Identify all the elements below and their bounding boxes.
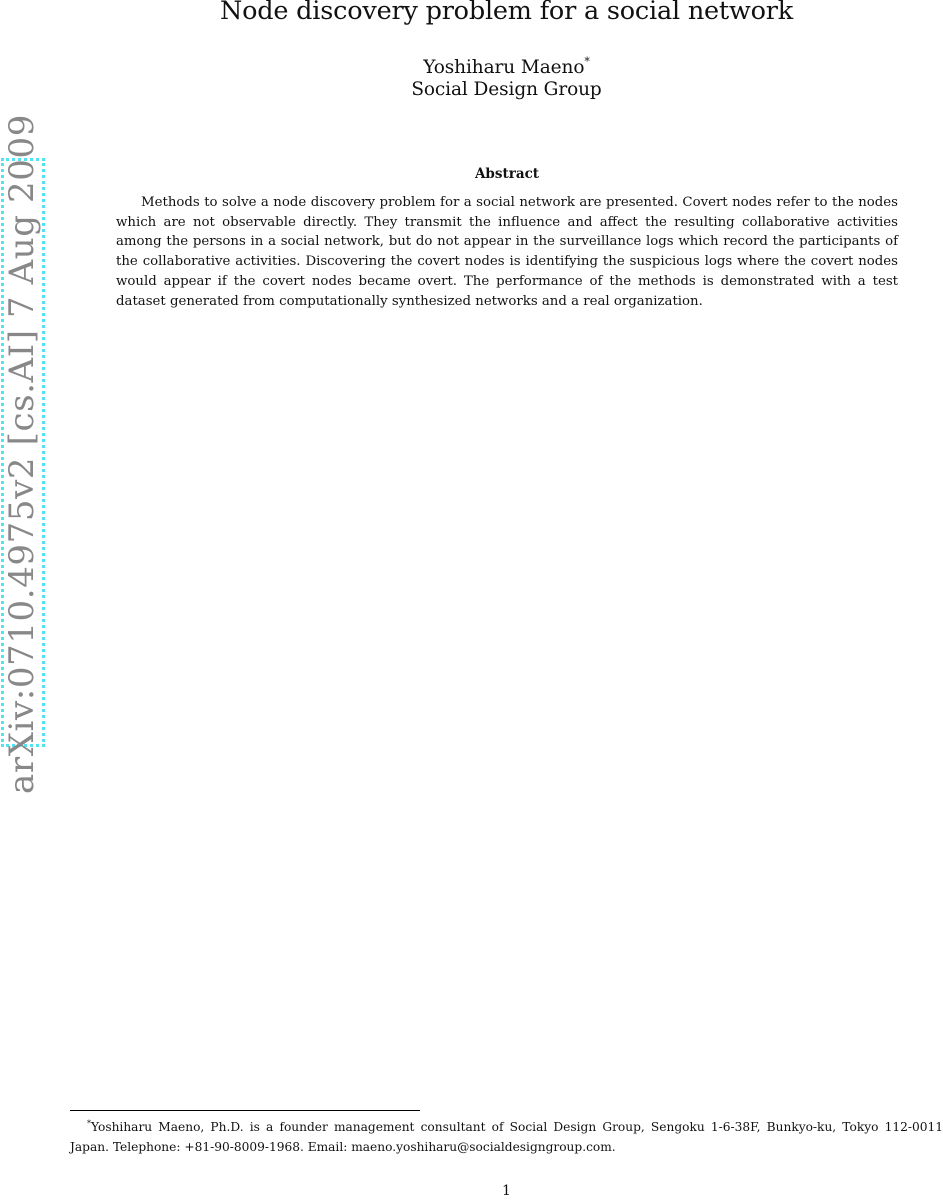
author-line (0, 55, 943, 78)
footnote-text: Yoshiharu Maeno, Ph.D. is a founder management consultant of Social Design Group, Sengoku 1-6-38F, Bunkyo-ku, Tokyo 112-0011 Japan. Telephone: +81-90-8009-1968. Email: maeno.yoshiharu@socialdesigngroup.com. (70, 1120, 943, 1154)
footnote-rule (70, 1110, 420, 1111)
footnote (70, 1114, 943, 1157)
page-number: 1 (502, 1183, 511, 1199)
paper-title: Node discovery problem for a social network (219, 0, 794, 26)
author-affiliation: Social Design Group (411, 79, 602, 100)
arxiv-identifier: arXiv:0710.4975v2 [cs.AI] 7 Aug 2009 (2, 114, 42, 794)
abstract-text: Methods to solve a node discovery problem for a social network are presented. Covert nodes refer to the nodes which are not observable directly. They transmit the influence and affect the resulting collaborative activities among the persons in a social network, but do not appear in the surveillance logs which record the participants of the collaborative activities. Discovering the covert nodes is identifying the suspicious logs where the covert nodes would appear if the covert nodes became overt. The performance of the methods is demonstrated with a test dataset generated from computationally synthesized networks and a real organization. (116, 195, 898, 309)
author-footnote-mark: * (584, 55, 590, 68)
abstract-heading: Abstract (474, 166, 540, 182)
footnote-mark: * (87, 1119, 91, 1128)
author-name: Yoshiharu Maeno (423, 57, 585, 78)
